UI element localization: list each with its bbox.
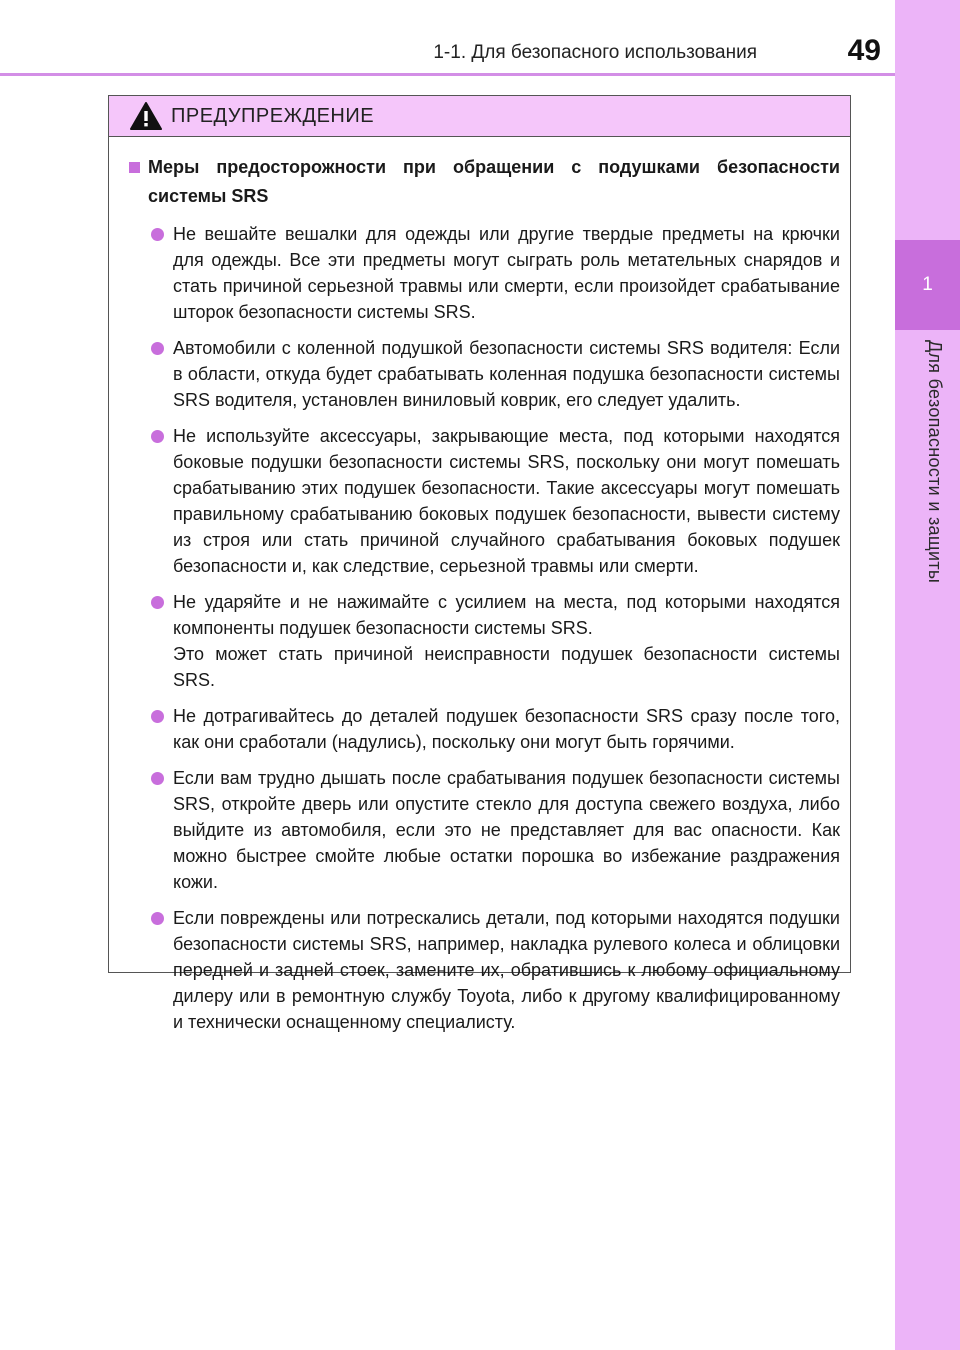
warning-body — [109, 137, 850, 1035]
page-number: 49 — [847, 34, 881, 67]
section-heading — [129, 153, 840, 211]
circle-bullet-icon — [151, 596, 164, 609]
list-item-text: Если повреждены или потрескались детали, под которыми находятся подушки безопасности системы SRS, например, накладка рулевого колеса и облицовки передней и задней стоек, замените их, обратившись к любому официальному дилеру или в ремонтную службу Toyota, либо к другому квалифицированному и технически оснащенному специалисту. — [173, 908, 840, 1032]
list-item — [129, 703, 840, 755]
chapter-number: 1 — [922, 274, 933, 295]
circle-bullet-icon — [151, 228, 164, 241]
chapter-side-tab — [895, 0, 960, 1350]
list-item — [129, 423, 840, 579]
list-item-text: Не используйте аксессуары, закрывающие места, под которыми находятся боковые подушки безопасности системы SRS, поскольку они могут помешать срабатыванию этих подушек безопасности. Такие аксессуары могут помешать правильному срабатыванию боковых подушек безопасности, вывести систему из строя или стать причиной случайного срабатывания боковых подушек безопасности и, как следствие, серьезной травмы или смерти. — [173, 426, 840, 576]
circle-bullet-icon — [151, 710, 164, 723]
header-divider — [0, 73, 895, 76]
warning-triangle-icon — [129, 101, 163, 131]
list-item — [129, 765, 840, 895]
list-item — [129, 589, 840, 693]
page-header — [0, 0, 895, 74]
circle-bullet-icon — [151, 772, 164, 785]
circle-bullet-icon — [151, 342, 164, 355]
list-item — [129, 905, 840, 1035]
section-heading-text: Меры предосторожности при обращении с подушками безопасности системы SRS — [148, 157, 840, 206]
section-title: 1-1. Для безопасного использования — [433, 42, 757, 63]
square-bullet-icon — [129, 162, 140, 173]
list-item-text: Не ударяйте и не нажимайте с усилием на места, под которыми находятся компоненты подушек безопасности системы SRS. — [173, 592, 840, 638]
list-item-continuation: Это может стать причиной неисправности подушек безопасности системы SRS. — [173, 644, 840, 690]
chapter-title: Для безопасности и защиты — [925, 340, 945, 584]
warning-title: ПРЕДУПРЕЖДЕНИЕ — [171, 104, 375, 127]
list-item-text: Не вешайте вешалки для одежды или другие твердые предметы на крючки для одежды. Все эти предметы могут сыграть роль метательных снарядов и стать причиной серьезной травмы или смерти, если произойдет срабатывание шторок безопасности системы SRS. — [173, 224, 840, 322]
warning-box — [108, 95, 851, 1032]
warning-header — [109, 96, 850, 137]
chapter-number-box — [895, 240, 960, 330]
list-item-text: Автомобили с коленной подушкой безопасности системы SRS водителя: Если в области, откуда будет срабатывать коленная подушка безопасности системы SRS водителя, установлен виниловый коврик, его следует удалить. — [173, 338, 840, 410]
list-item-text: Не дотрагивайтесь до деталей подушек безопасности SRS сразу после того, как они сработали (надулись), поскольку они могут быть горячими. — [173, 706, 840, 752]
list-item — [129, 221, 840, 325]
circle-bullet-icon — [151, 912, 164, 925]
circle-bullet-icon — [151, 430, 164, 443]
list-item-text: Если вам трудно дышать после срабатывания подушек безопасности системы SRS, откройте дверь или опустите стекло для доступа свежего воздуха, либо выйдите из автомобиля, если это не представляет для вас опасности. Как можно быстрее смойте любые остатки порошка во избежание раздражения кожи. — [173, 768, 840, 892]
list-item — [129, 335, 840, 413]
